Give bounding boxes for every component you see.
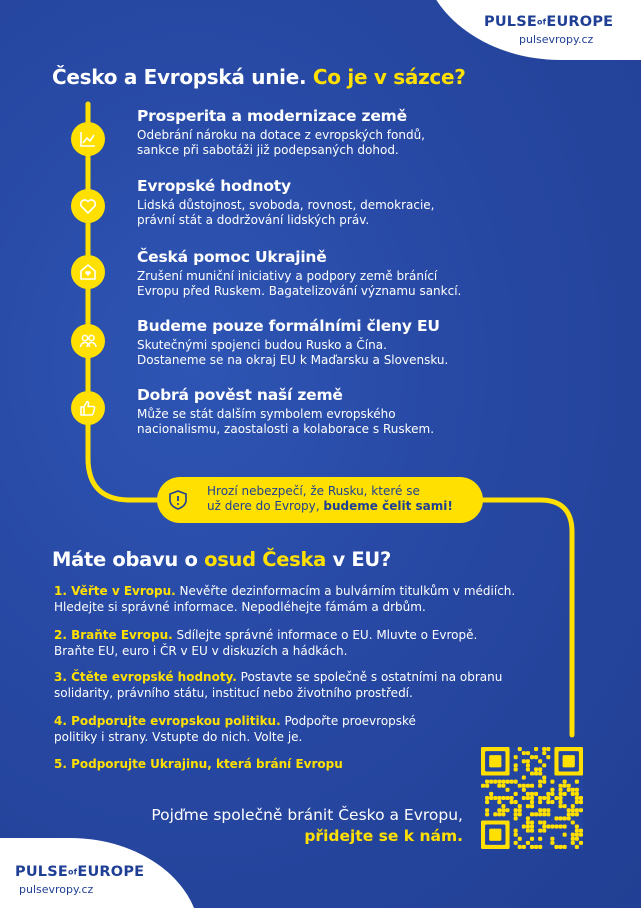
risk-desc-1: Odebrání nároku na dotace z evropských fondů, sankce při sabotáži již podepsaných dohod. [137, 128, 425, 157]
step-5: 5. Podporujte Ukrajinu, která brání Evropu [54, 757, 343, 771]
risk-title-4: Budeme pouze formálními členy EU [137, 317, 440, 335]
step-1: 1. Věřte v Evropu. Nevěřte dezinformacím a bulvárním titulkům v médiích. Hledejte si správné informace. Nepodléhejte fámám a drbům. [54, 584, 516, 614]
risk-title-1: Prosperita a modernizace země [137, 107, 407, 125]
logo-top-url[interactable]: pulsevropy.cz [519, 33, 594, 46]
logo-bottom-url[interactable]: pulsevropy.cz [19, 883, 94, 896]
thumbs-up-icon [71, 391, 105, 425]
risk-desc-5: Může se stát dalším symbolem evropského nacionalismu, zaostalosti a kolaborace s Ruskem. [137, 407, 435, 436]
logo-top[interactable]: PULSEofEUROPE [484, 14, 614, 30]
shield-icon [167, 489, 189, 511]
cta-line-1: Pojďme společně bránit Česko a Evropu, [151, 806, 463, 824]
heart-icon [71, 189, 105, 223]
risk-desc-2: Lidská důstojnost, svoboda, rovnost, demokracie, právní stát a dodržování lidských práv. [137, 198, 435, 227]
risk-desc-4: Skutečnými spojenci budou Rusko a Čína. Dostaneme se na okraj EU k Maďarsku a Slovensku. [137, 338, 449, 367]
warning-text: Hrozí nebezpečí, že Rusku, které se už dere do Evropy, budeme čelit sami! [207, 484, 453, 513]
cta-line-2[interactable]: přidejte se k nám. [304, 827, 463, 845]
page-title: Česko a Evropská unie. Co je v sázce? [52, 65, 466, 89]
risk-desc-3: Zrušení muniční iniciativy a podpory země bránící Evropu před Ruskem. Bagatelizování významu sankcí. [137, 269, 462, 298]
risk-title-2: Evropské hodnoty [137, 177, 291, 195]
risk-title-5: Dobrá pověst naší země [137, 386, 343, 404]
concern-heading: Máte obavu o osud Česka v EU? [52, 548, 391, 571]
logo-bottom[interactable]: PULSEofEUROPE [15, 864, 145, 880]
home-heart-icon [71, 255, 105, 289]
qr-code[interactable] [481, 747, 583, 849]
risk-title-3: Česká pomoc Ukrajině [137, 248, 327, 266]
step-2: 2. Braňte Evropu. Sdílejte správné informace o EU. Mluvte o Evropě. Braňte EU, euro i ČR v EU v diskuzích a hádkách. [54, 628, 478, 658]
chart-icon [71, 122, 105, 156]
step-3: 3. Čtěte evropské hodnoty. Postavte se společně s ostatními na obranu solidarity, právního státu, institucí nebo životního prostředí. [54, 670, 503, 700]
people-icon [71, 324, 105, 358]
step-4: 4. Podporujte evropskou politiku. Podpořte proevropské politiky i strany. Vstupte do nich. Volte je. [54, 714, 416, 744]
